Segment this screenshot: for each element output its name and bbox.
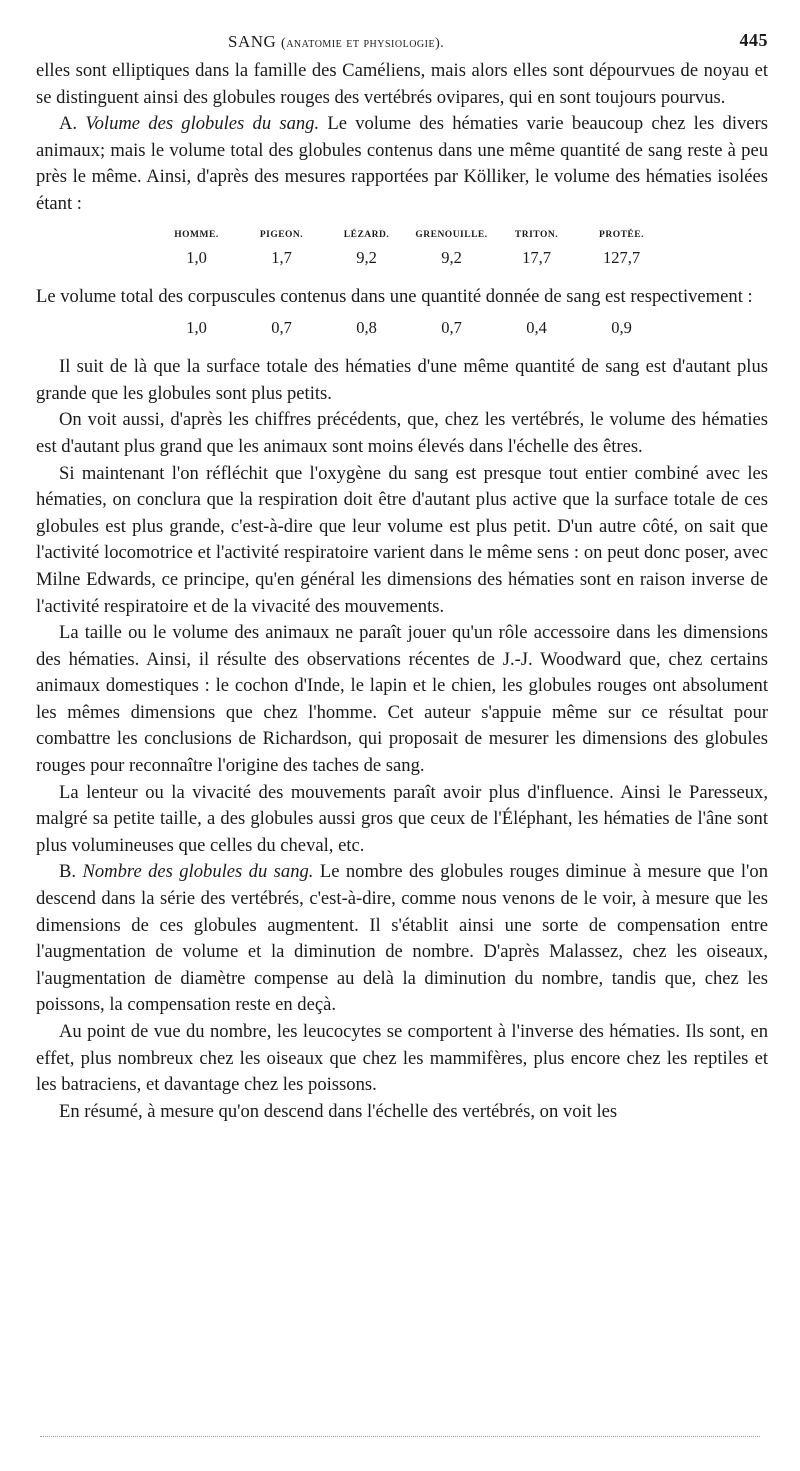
table-cell: 1,0 [186,318,207,338]
running-title: SANG (anatomie et physiologie). [228,32,445,51]
table-cell: 0,4 [526,318,547,338]
table-header: TRITON. [514,229,559,240]
body-text [36,58,768,218]
table-header: GRENOUILLE. [415,229,488,240]
page [36,28,768,1125]
paragraph: Si maintenant l'on réfléchit que l'oxygène du sang est presque tout entier combiné avec les hématies, on conclura que la respiration doit être d'autant plus active que la surface totale de ces globules est plus grande, c'est-à-dire que leur volume est plus petit. D'un autre côté, on sait que l'activité locomotrice et l'activité respiratoire varient dans le même sens : on peut donc poser, avec Milne Edwards, ce principe, qu'en général les dimensions des hématies sont en raison inverse de l'activité respiratoire et de la vivacité des mouvements. [36,462,768,617]
table-header: HOMME. [174,229,219,240]
volume-table [154,224,768,272]
paragraph: Au point de vue du nombre, les leucocytes se comportent à l'inverse des hématies. Ils sont, en effet, plus nombreux chez les oiseaux que chez les mammifères, plus encore chez les reptiles et les batraciens, et davantage chez les poissons. [36,1021,768,1096]
paragraph: On voit aussi, d'après les chiffres précédents, que, chez les vertébrés, le volume des hématies est d'autant plus grand que les animaux sont moins élevés dans l'échelle des êtres. [36,409,768,457]
table-cell: 127,7 [602,247,641,267]
table-cell: 1,7 [271,247,292,267]
section-label: B. [59,861,77,883]
table-header: PROTÉE. [599,229,644,240]
section-label: A. [59,113,78,135]
paragraph: En résumé, à mesure qu'on descend dans l'échelle des vertébrés, on voit les [59,1100,618,1122]
table-cell: 0,9 [611,318,632,338]
running-head [36,28,768,58]
table-cell: 17,7 [522,247,551,267]
table-cell: 0,8 [356,318,377,338]
paragraph: La lenteur ou la vivacité des mouvements paraît avoir plus d'influence. Ainsi le Paresseux, malgré sa petite taille, a des globules aussi gros que ceux de l'Éléphant, les hématies de l'âne sont plus volumineuses que celles du cheval, etc. [36,781,768,856]
paragraph: elles sont elliptiques dans la famille des Caméliens, mais alors elles sont dépourvues de noyau et se distinguent ainsi des globules rouges des vertébrés ovipares, qui en sont toujours pourvus. [36,60,768,108]
paragraph: Le volume total des corpuscules contenus dans une quantité donnée de sang est respectivement : [36,285,753,307]
section-heading: Volume des globules du sang. [85,113,320,135]
table-header: PIGEON. [259,229,304,240]
table-header: LÉZARD. [343,229,390,240]
section-heading: Nombre des globules du sang. [82,861,314,883]
table-cell: 9,2 [356,247,377,267]
paragraph: Il suit de là que la surface totale des hématies d'une même quantité de sang est d'autant plus grande que les globules sont plus petits. [36,356,768,404]
section-a-paragraph: A. Volume des globules du sang. Le volume des hématies varie beaucoup chez les divers animaux; mais le volume total des globules contenus dans une même quantité de sang reste à peu près le même. Ainsi, d'après des mesures rapportées par Kölliker, le volume des hématies isolées étant : [36,113,768,214]
total-volume-table [154,316,768,342]
page-number: 445 [739,30,768,50]
table-cell: 1,0 [186,247,207,267]
table-cell: 0,7 [441,318,462,338]
table-cell: 0,7 [271,318,292,338]
section-b-paragraph: B. Nombre des globules du sang. Le nombre des globules rouges diminue à mesure que l'on descend dans la série des vertébrés, c'est-à-dire, comme nous venons de le voir, à mesure que les dimensions de ces globules augmentent. Il s'établit ainsi une sorte de compensation entre l'augmentation de volume et la diminution de nombre. D'après Malassez, chez les oiseaux, l'augmentation de diamètre compense au delà la diminution du nombre, tandis que, chez les poissons, la compensation reste en deçà. [36,861,769,1016]
table-cell: 9,2 [441,247,462,267]
footer-rule [40,1436,760,1437]
paragraph: La taille ou le volume des animaux ne paraît jouer qu'un rôle accessoire dans les dimensions des hématies. Ainsi, il résulte des observations récentes de J.-J. Woodward que, chez certains animaux domestiques : le cochon d'Inde, le lapin et le chien, les globules rouges ont absolument les mêmes dimensions que chez l'homme. Cet auteur s'appuie même sur ce résultat pour combattre les conclusions de Richardson, qui proposait de mesurer les dimensions des globules rouges pour reconnaître l'origine des taches de sang. [36,622,768,777]
